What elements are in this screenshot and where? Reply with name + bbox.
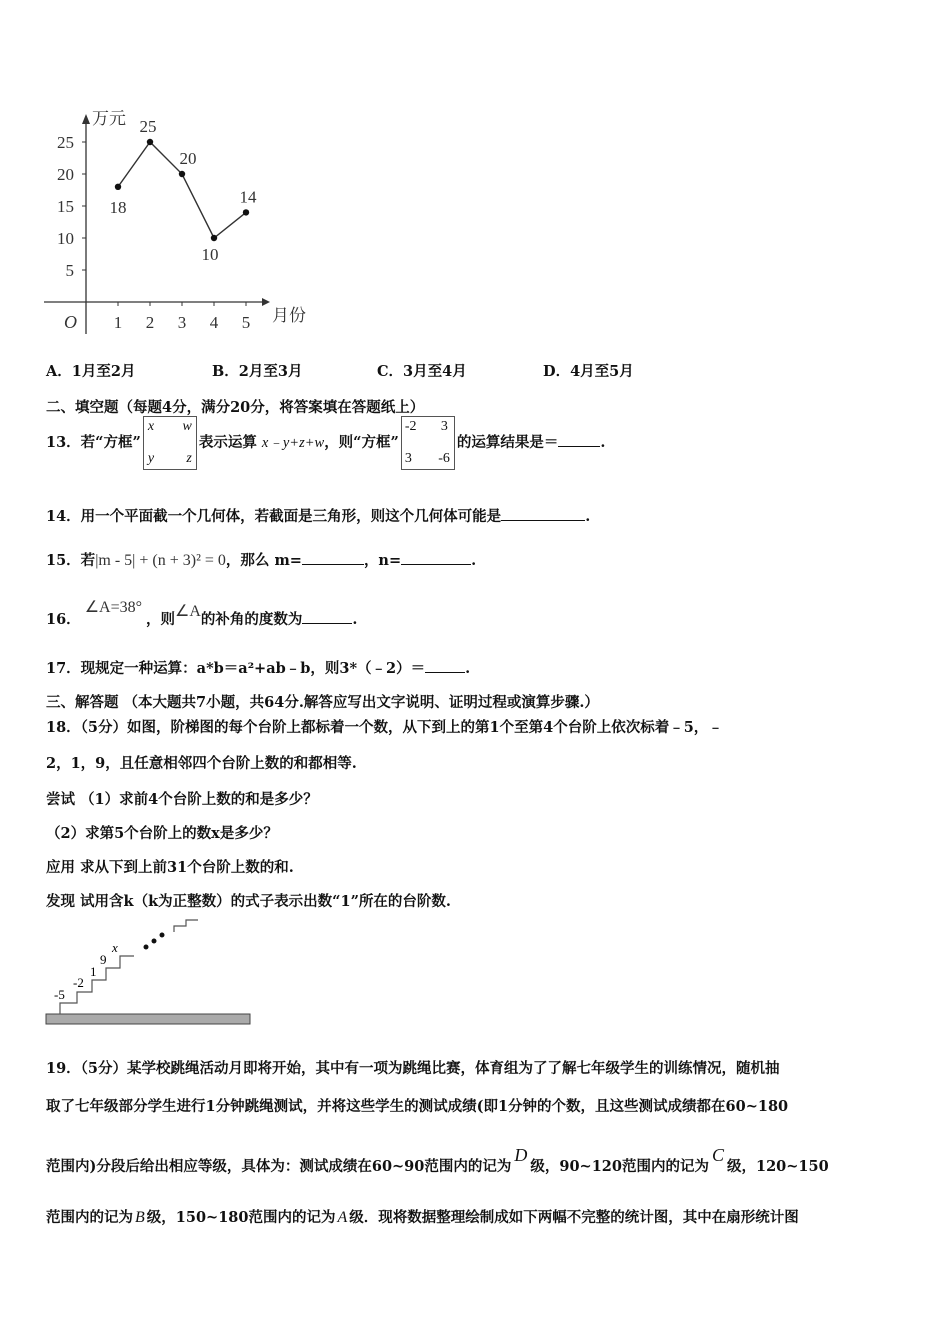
- ellipsis-dot: [152, 939, 157, 944]
- section3-title: 三、解答题 （本大题共7小题，共64分.解答应写出文字说明、证明过程或演算步骤.）: [46, 694, 599, 711]
- data-point: [179, 171, 185, 177]
- stair-outline-top: [174, 920, 198, 932]
- x-axis-label: 月份: [272, 306, 306, 325]
- answer-blank[interactable]: [302, 609, 352, 624]
- grade-b: B: [135, 1209, 145, 1226]
- ground-bar: [46, 1014, 250, 1024]
- answer-blank[interactable]: [501, 506, 585, 521]
- x-tick-label: 3: [177, 313, 187, 332]
- q18-line-5: 应用 求从下到上前31个台阶上数的和.: [46, 859, 294, 876]
- ellipsis-dot: [160, 933, 165, 938]
- question-16: 16．∠A=38°，则∠A的补角的度数为 .: [46, 599, 358, 628]
- data-point: [243, 209, 249, 215]
- q19-line-2: 取了七年级部分学生进行1分钟跳绳测试，并将这些学生的测试成绩(即1分钟的个数，且这些测试成绩都在60~180: [46, 1098, 789, 1115]
- stair-outline: [60, 956, 134, 1014]
- angle-symbol: ∠A: [175, 603, 201, 620]
- question-13: 13．若“方框” x w y z 表示运算 x﹣y+z+w，则“方框” -2 3 3 -6 的运算结果是＝ .: [46, 416, 605, 470]
- data-label: 20: [179, 149, 197, 168]
- option-d: D．4月至5月: [543, 363, 634, 380]
- y-tick-label: 20: [57, 165, 74, 184]
- option-b: B．2月至3月: [212, 363, 303, 380]
- operation-box-1: x w y z: [143, 416, 197, 470]
- option-c: C．3月至4月: [377, 363, 467, 380]
- question-17: 17．现规定一种运算：a*b＝a²+ab﹣b，则3*（﹣2）＝ .: [46, 660, 471, 677]
- y-axis-arrow: [82, 114, 90, 124]
- data-point: [211, 235, 217, 241]
- q18-line-2: 2，1，9，且任意相邻四个台阶上数的和都相等.: [46, 755, 357, 772]
- option-a: A．1月至2月: [46, 363, 136, 380]
- y-tick-label: 15: [57, 197, 74, 216]
- answer-blank-n[interactable]: [401, 550, 471, 565]
- question-15: 15．若|m - 5| + (n + 3)² = 0，那么 m= ，n= .: [46, 552, 477, 569]
- stair-label-2: -2: [73, 975, 84, 990]
- data-point: [115, 184, 121, 190]
- grade-a: A: [337, 1209, 348, 1226]
- q18-line-3: 尝试 （1）求前4个台阶上数的和是多少？: [46, 791, 318, 808]
- data-point: [147, 139, 153, 145]
- formula-q16: ∠A=38°: [84, 599, 143, 616]
- q19-line-3: 范围内)分段后给出相应等级，具体为：测试成绩在60~90范围内的记为D级，90~120范围内的记为C级，120~150: [46, 1145, 829, 1175]
- data-label: 25: [139, 117, 157, 136]
- x-tick-label: 4: [209, 313, 219, 332]
- operation-box-2: -2 3 3 -6: [401, 416, 455, 470]
- q18-line-4: （2）求第5个台阶上的数x是多少？: [46, 825, 278, 842]
- line-chart: [40, 100, 330, 350]
- x-tick-label: 2: [145, 313, 155, 332]
- answer-blank[interactable]: [558, 432, 600, 447]
- x-axis-arrow: [262, 298, 270, 306]
- formula-q15: |m - 5| + (n + 3)² = 0: [95, 552, 226, 569]
- q18-line-1: 18．（5分）如图，阶梯图的每个台阶上都标着一个数，从下到上的第1个至第4个台阶上依次标着﹣5，﹣: [46, 719, 723, 736]
- q18-line-6: 发现 试用含k（k为正整数）的式子表示出数“1”所在的台阶数.: [46, 893, 451, 910]
- section2-title: 二、填空题（每题4分，满分20分，将答案填在答题纸上）: [46, 399, 425, 416]
- q19-line-1: 19．（5分）某学校跳绳活动月即将开始，其中有一项为跳绳比赛，体育组为了了解七年级学生的训练情况，随机抽: [46, 1060, 780, 1077]
- x-tick-label: 1: [113, 313, 123, 332]
- origin-label: O: [64, 312, 77, 332]
- data-label: 14: [239, 187, 257, 207]
- y-tick-label: 10: [57, 229, 74, 248]
- question-14: 14．用一个平面截一个几何体，若截面是三角形，则这个几何体可能是 .: [46, 508, 591, 525]
- answer-blank-m[interactable]: [302, 550, 364, 565]
- data-label: 18: [109, 197, 127, 217]
- stair-label-4: 9: [100, 952, 107, 967]
- y-tick-label: 5: [65, 261, 74, 280]
- answer-blank[interactable]: [425, 658, 465, 673]
- ellipsis-dot: [144, 945, 149, 950]
- x-tick-label: 5: [241, 313, 251, 332]
- q19-line-4: 范围内的记为 B 级，150~180范围内的记为 A 级．现将数据整理绘制成如下两幅不完整的统计图，其中在扇形统计图: [46, 1209, 799, 1226]
- stair-label-5: x: [112, 940, 118, 955]
- stair-label-1: -5: [54, 987, 65, 1002]
- stairs-figure: [40, 910, 260, 1030]
- grade-c: C: [711, 1145, 724, 1165]
- data-label: 10: [201, 245, 219, 264]
- grade-d: D: [514, 1145, 528, 1165]
- y-tick-label: 25: [57, 133, 74, 152]
- stair-label-3: 1: [90, 964, 97, 979]
- y-axis-label: 万元: [92, 109, 126, 128]
